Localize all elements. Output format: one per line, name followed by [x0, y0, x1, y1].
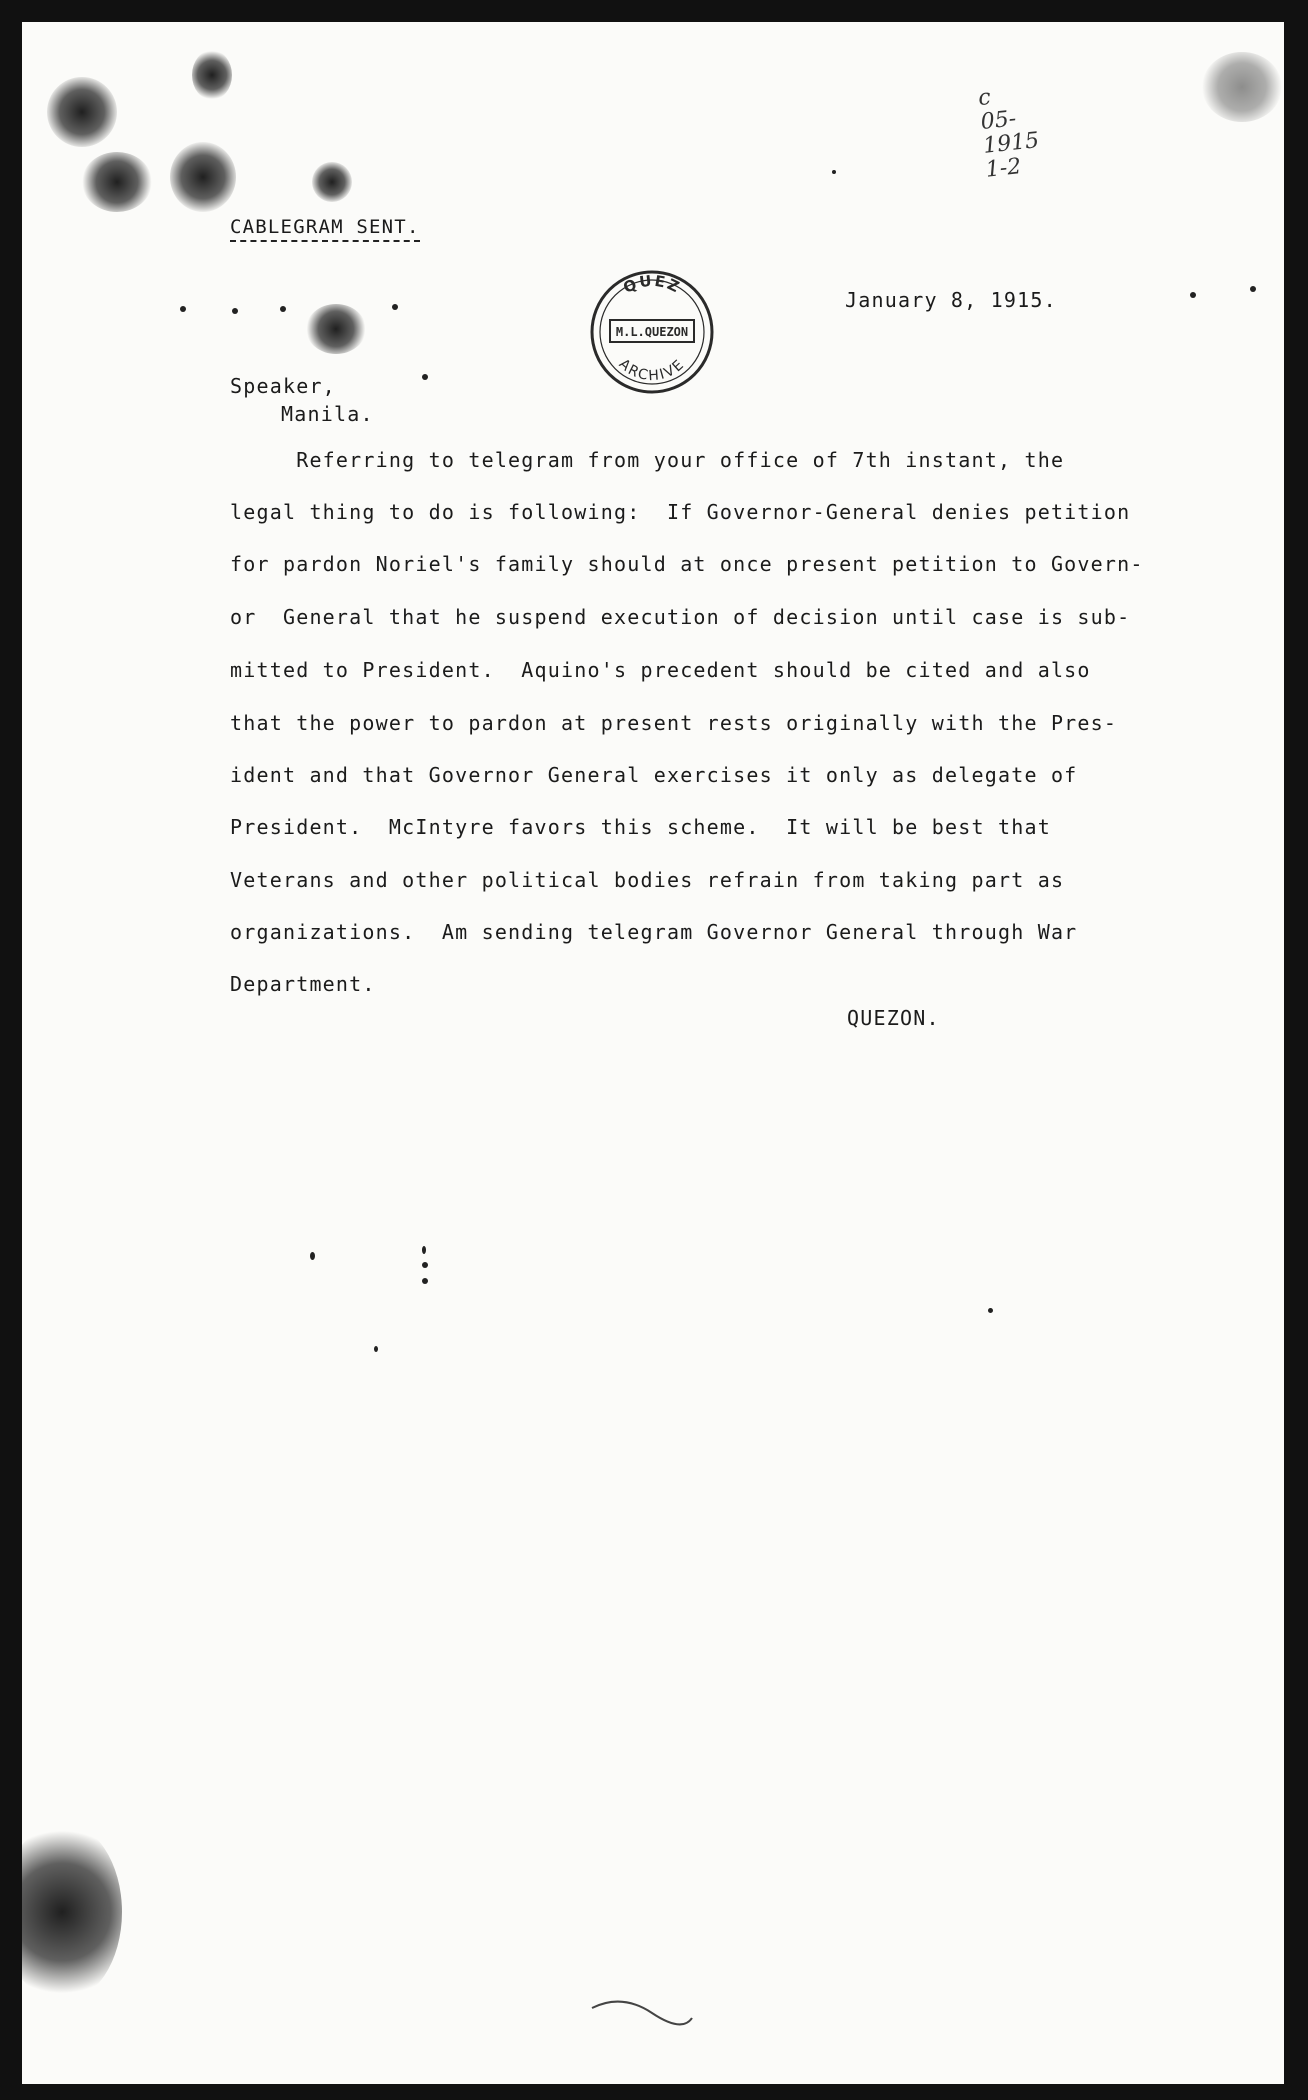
- body-line: organizations. Am sending telegram Governor General through War: [230, 920, 1078, 944]
- stamp-top-text: QUEZ: [620, 271, 684, 297]
- note-line: 05-: [979, 106, 1018, 135]
- ink-dot: [832, 170, 836, 174]
- svg-text:ARCHIVE: [616, 356, 688, 384]
- ink-dot: [422, 1262, 428, 1268]
- body-line: legal thing to do is following: If Governor-General denies petition: [230, 500, 1131, 524]
- note-line: c: [977, 84, 992, 112]
- ink-smudge: [47, 77, 117, 147]
- ink-dot: [422, 374, 428, 380]
- ink-smudge: [306, 304, 366, 354]
- document-date: January 8, 1915.: [845, 288, 1057, 312]
- body-line: for pardon Noriel's family should at once present petition to Govern-: [230, 552, 1144, 576]
- ink-dot: [1250, 286, 1256, 292]
- note-line: 1915: [982, 128, 1041, 159]
- handwritten-archive-note: [977, 81, 1043, 182]
- ink-dot: [180, 306, 186, 312]
- body-line: Veterans and other political bodies refrain from taking part as: [230, 868, 1065, 892]
- body-line: ident and that Governor General exercises it only as delegate of: [230, 763, 1078, 787]
- note-line: 1-2: [984, 154, 1023, 183]
- body-line: that the power to pardon at present rests originally with the Pres-: [230, 711, 1118, 735]
- ink-dot: [374, 1346, 378, 1352]
- ink-dot: [988, 1308, 993, 1313]
- document-heading: CABLEGRAM SENT.: [230, 216, 420, 242]
- ink-dot: [232, 308, 238, 314]
- ink-smudge: [192, 50, 232, 100]
- pencil-mark: [582, 1988, 702, 2028]
- signature: QUEZON.: [847, 1006, 940, 1030]
- ink-dot: [1190, 292, 1196, 298]
- ink-dot: [422, 1246, 426, 1254]
- archive-stamp: [584, 264, 720, 400]
- ink-smudge: [312, 162, 352, 202]
- stamp-center-text: M.L.QUEZON: [615, 325, 689, 339]
- body-line: Department.: [230, 972, 376, 996]
- addressee-location: Manila.: [281, 402, 374, 426]
- ink-dot: [422, 1278, 428, 1284]
- ink-dot: [310, 1252, 315, 1260]
- document-page: [22, 22, 1284, 2084]
- ink-smudge: [82, 152, 152, 212]
- ink-dot: [280, 306, 286, 312]
- ink-smudge: [170, 142, 236, 212]
- ink-dot: [392, 304, 398, 310]
- ink-smudge: [1202, 52, 1282, 122]
- body-line: mitted to President. Aquino's precedent should be cited and also: [230, 658, 1091, 682]
- stamp-bottom-text: ARCHIVE: [615, 356, 689, 385]
- body-line: President. McIntyre favors this scheme. It will be best that: [230, 815, 1051, 839]
- addressee-name: Speaker,: [230, 374, 336, 398]
- body-line: or General that he suspend execution of decision until case is sub-: [230, 605, 1131, 629]
- body-line: Referring to telegram from your office of 7th instant, the: [230, 448, 1065, 472]
- ink-smudge: [22, 1822, 122, 2002]
